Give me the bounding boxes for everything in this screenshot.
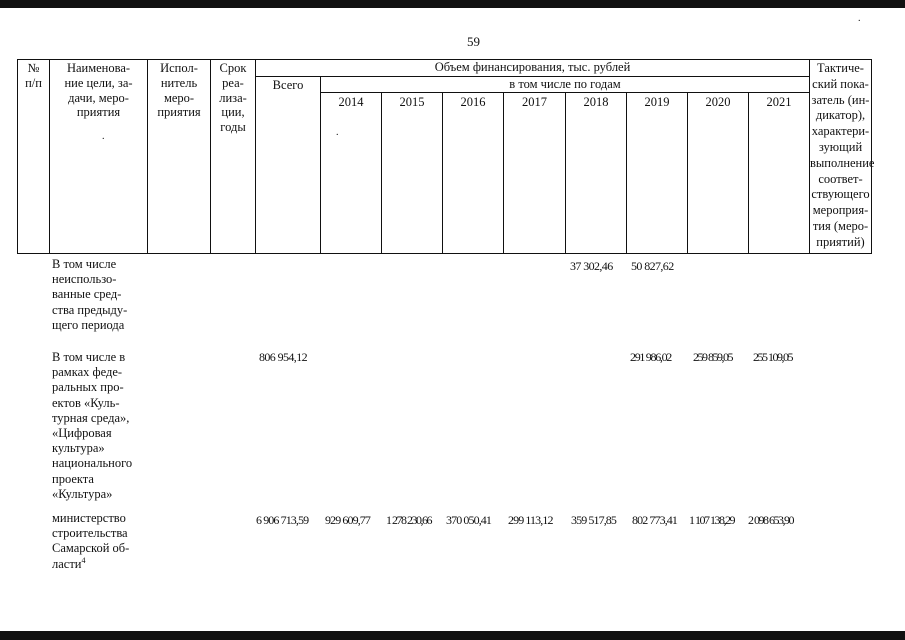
header-indicator: Тактиче- ский пока- затель (ин- дикатор), характери- зующий выполнение соответ- ствующего мероприя- тия (меро- приятий) — [810, 61, 875, 249]
top-border — [0, 0, 905, 8]
header-year: 2020 — [705, 95, 731, 109]
header-year: 2017 — [522, 95, 547, 109]
row-label-text: министерство строительства Самарской об- ласти — [52, 511, 130, 571]
header-total: Всего — [272, 78, 304, 92]
header-year: 2019 — [644, 95, 670, 109]
header-number: № п/п — [25, 61, 42, 90]
row-value-2016: 370 050,41 — [446, 513, 492, 527]
row-value-2019: 802 773,41 — [632, 513, 678, 527]
header-year: 2014 — [338, 95, 364, 109]
header-year: 2021 — [766, 95, 792, 109]
header-period: Срок реа- лиза- ции, годы — [219, 61, 247, 135]
row-value-2020: 1 107 138,29 — [689, 513, 734, 527]
row-value-2018: 37 302,46 — [570, 259, 613, 273]
row-label-executor — [52, 511, 129, 572]
row-value-2021: 255 109,05 — [753, 350, 792, 364]
row-value-2014: 929 609,77 — [325, 513, 371, 527]
bottom-border — [0, 631, 905, 640]
scan-speck: . — [336, 127, 339, 138]
row-label: В том числе неиспользо- ванные сред- ства предыду- щего периода — [52, 257, 128, 332]
header-funding-title: Объем финансирования, тыс. рублей — [434, 60, 631, 74]
page-number: 59 — [467, 34, 480, 49]
header-executor: Испол- нитель меро- приятия — [157, 61, 201, 120]
header-year: 2018 — [583, 95, 609, 109]
header-year: 2015 — [399, 95, 425, 109]
row-value-2019: 291 986,02 — [630, 350, 672, 364]
row-value-2020: 259 859,05 — [693, 350, 732, 364]
row-value-total: 806 954,12 — [259, 350, 308, 364]
footnote-mark: 4 — [81, 555, 86, 565]
header-name: Наименова- ние цели, за- дачи, меро- приятия — [64, 61, 133, 120]
header-year: 2016 — [460, 95, 486, 109]
scan-speck: . — [102, 131, 105, 142]
row-value-2021: 2 098 653,90 — [748, 513, 793, 527]
row-label: В том числе в рамках феде- ральных про- ектов «Куль- турная среда», «Цифровая культура» национального проекта «Культура» — [52, 350, 133, 501]
table-header — [17, 59, 875, 254]
row-value-2015: 1 278 230,66 — [386, 513, 431, 527]
row-value-2019: 50 827,62 — [631, 259, 674, 273]
header-by-years: в том числе по годам — [509, 77, 621, 91]
row-value-2018: 359 517,85 — [571, 513, 617, 527]
scan-speck: . — [858, 13, 861, 24]
row-value-total: 6 906 713,59 — [256, 513, 309, 527]
row-value-2017: 299 113,12 — [508, 513, 553, 527]
